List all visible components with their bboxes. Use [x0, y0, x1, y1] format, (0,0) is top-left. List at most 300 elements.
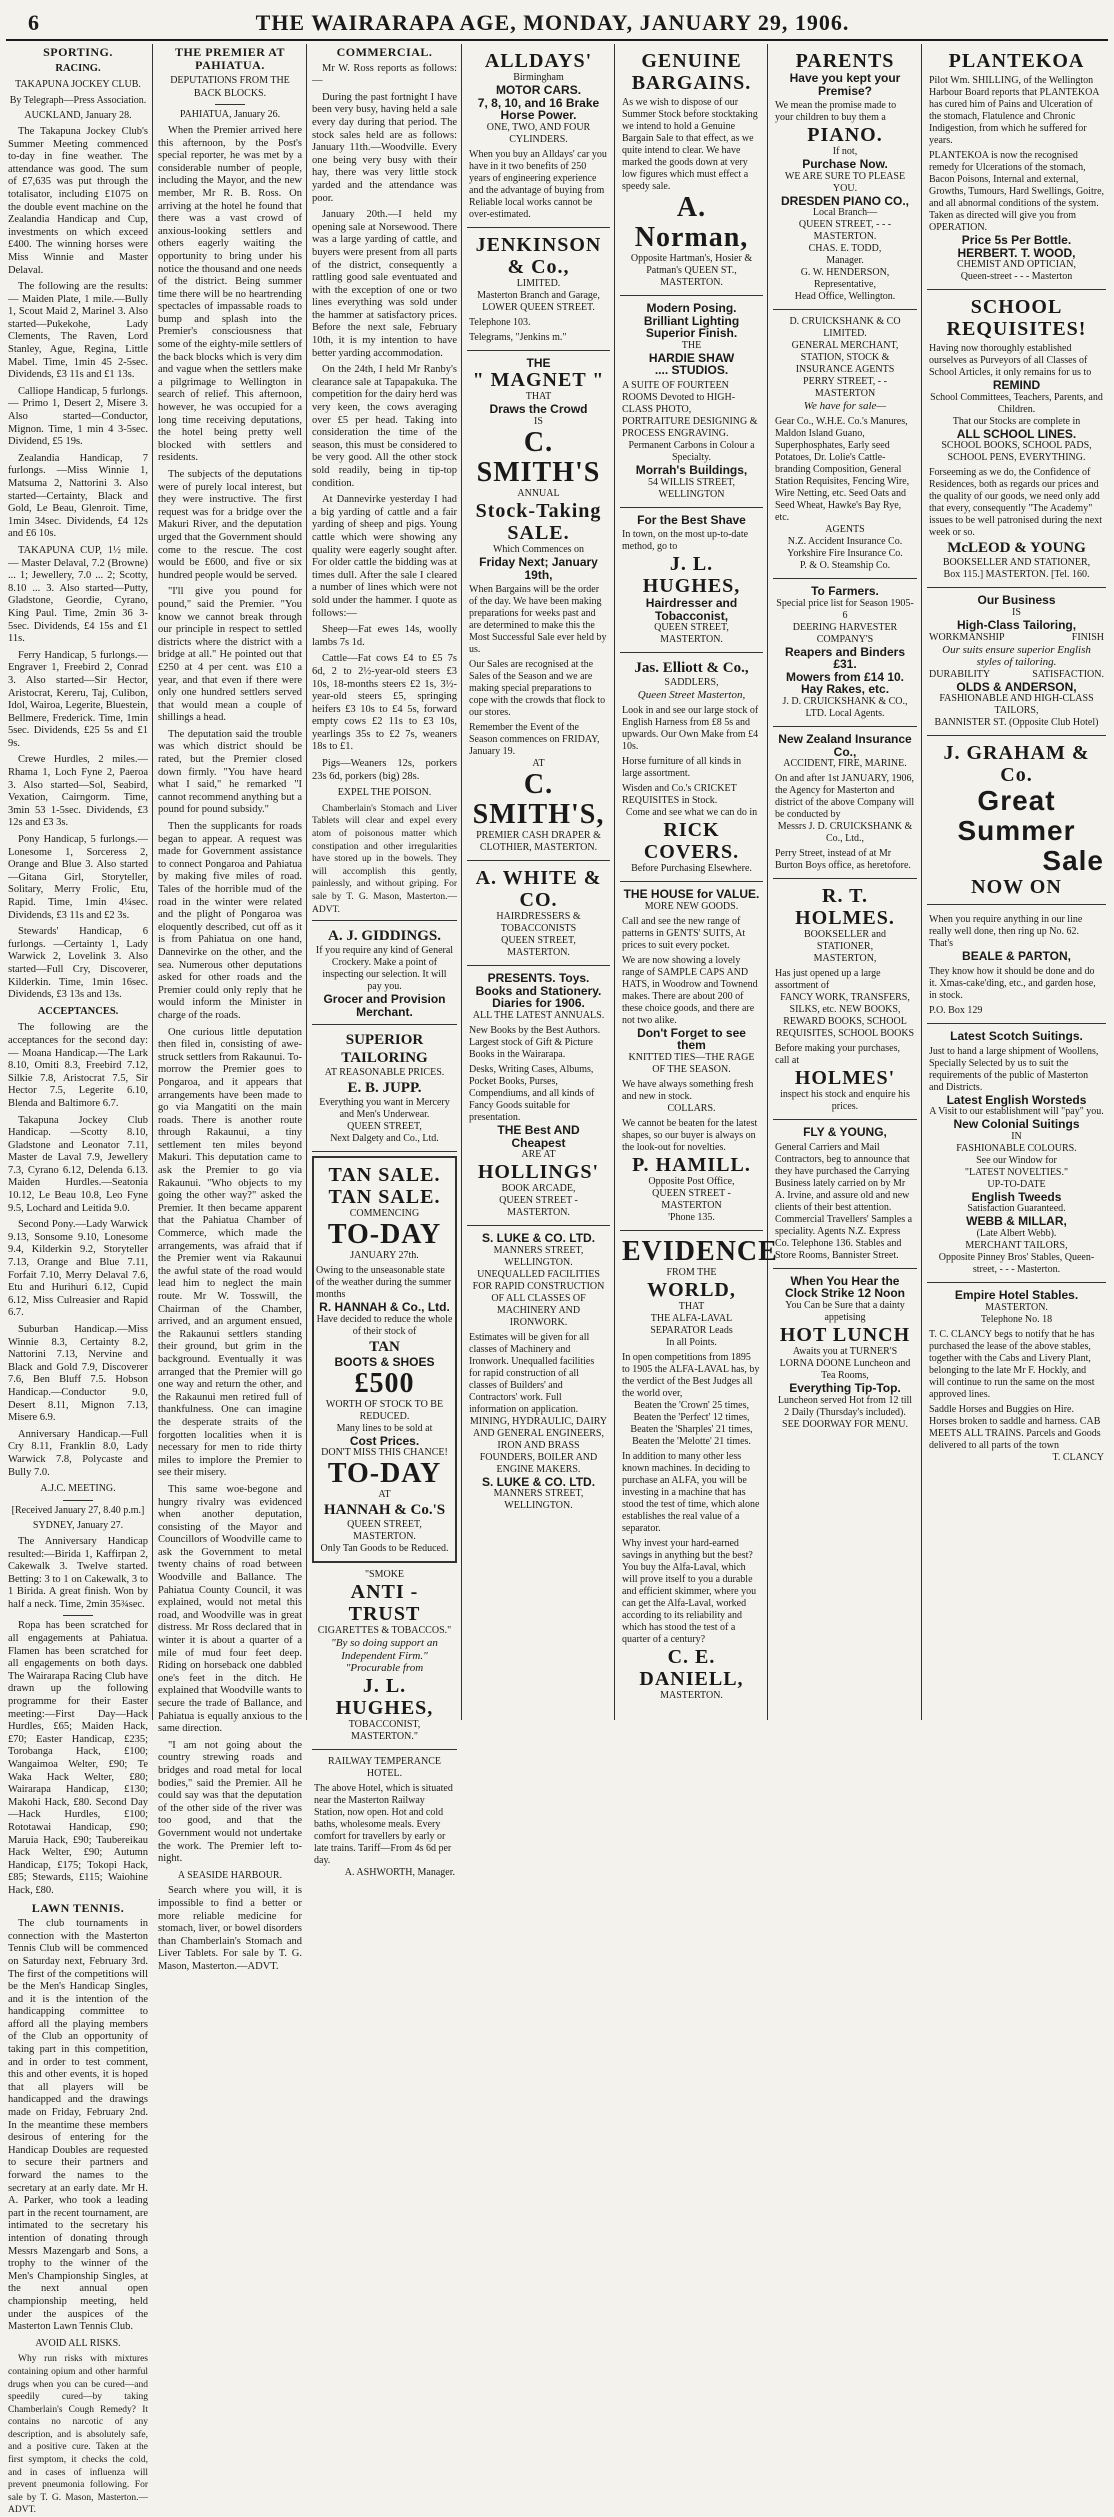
- advertiser-name: OLDS & ANDERSON,: [956, 679, 1077, 694]
- advert-body: We are now showing a lovely range of SAMPLE CAPS AND HATS, in Woodrow and Townend makes. There are about 200 of these choice goods, and there are not two alike.: [622, 954, 758, 1026]
- advert-title: PLANTEKOA: [948, 50, 1085, 72]
- hardie-shaw-advert: [620, 296, 763, 508]
- advert-line: MORE NEW GOODS.: [644, 900, 739, 912]
- advert-column-7: [923, 44, 1110, 1720]
- advert-line: BOOTS & SHOES: [334, 1354, 435, 1369]
- newspaper-title: THE WAIRARAPA AGE, MONDAY, JANUARY 29, 1906.: [255, 10, 850, 35]
- advert-heading: AVOID ALL RISKS.: [35, 2337, 121, 2349]
- advert-line: COMMENCING: [349, 1208, 420, 1220]
- article-intro: Mr W. Ross reports as follows:—: [312, 62, 457, 87]
- advert-title: Superior Finish.: [645, 326, 738, 341]
- commercial-column: [308, 44, 461, 1878]
- advert-line: Don't Forget to see them: [637, 1025, 746, 1053]
- advert-title: TAN SALE.: [328, 1164, 441, 1187]
- article-paragraph: Then the supplicants for roads began to appear. A request was made for Government assistance to connect Pongaroa and Pahiatua by making five miles of road. Tales of the horrible mud of the road in the winter were related and the plight of Pongaroa was eloquently described, cut off as it is from Pahiatua on one hand, Dannevirke on the other, and the sea. Numerous other deputations asked for other roads and the Premier could only reply that he would inform the Minister in charge of the roads.: [158, 821, 302, 1021]
- advert-body: Call and see the new range of patterns in GENTS' SUITS, At prices to suit every pocket.: [622, 915, 746, 951]
- advert-line: "SMOKE: [364, 1569, 405, 1581]
- advert-text: Chamberlain's Stomach and Liver Tablets will clear and expel every atom of poisonous matter which constipation and other irregularities have stored up in the bowels. They will accomplish this gently, painlessly, and without griping. For sale by T. G. Mason, Masterton.—ADVT.: [312, 803, 457, 915]
- advert-line: P. & O. Steamship Co.: [799, 559, 891, 571]
- advert-title: PIANO.: [807, 124, 883, 147]
- advert-title: High-Class Tailoring,: [956, 617, 1077, 632]
- elliott-advert: [620, 653, 763, 882]
- advert-title: " MAGNET ": [472, 369, 605, 392]
- article-paragraph: Takapuna Jockey Club Handicap. —Scotty 8.10, Gladstone and Leonator 7.11, Master de Laval 7.9, Jewellery 7.3, Cyrano 6.12, Delenda 6.13. Maiden Hurdles.—Seatonia 10.12, Le Beau 10.8, Leo Fyne 9.5, Lochard and Leitida 9.0.: [8, 1114, 148, 1214]
- advert-line: We have for sale—: [803, 400, 887, 413]
- jenkinson-advert: [467, 228, 610, 351]
- advert-line: Representative,: [814, 279, 876, 291]
- advert-line: SCHOOL BOOKS, SCHOOL PADS, SCHOOL PENS, EVERYTHING.: [941, 440, 1092, 464]
- advert-line: MINING, HYDRAULIC, DAIRY AND GENERAL ENGINEERS, IRON AND BRASS FOUNDERS, BOILER AND ENGINE MAKERS.: [469, 1415, 608, 1475]
- lunch-advert: [773, 1269, 917, 1437]
- advert-title: When You Hear the: [790, 1273, 900, 1288]
- premier-subheading: DEPUTATIONS FROM THE BACK BLOCKS.: [170, 75, 290, 99]
- byline: By Telegraph—Press Association.: [9, 94, 147, 106]
- advert-line: See our Window for: [976, 1154, 1057, 1166]
- advert-title: TAN SALE.: [328, 1186, 441, 1209]
- farmers-advert: [773, 579, 917, 727]
- advert-address: PERRY STREET, - - MASTERTON: [803, 376, 887, 400]
- advert-title: Empire Hotel Stables.: [954, 1287, 1079, 1302]
- advert-line: Messrs J. D. CRUICKSHANK & Co., Ltd.,: [777, 821, 913, 845]
- article-paragraph: Second Pony.—Lady Warwick 9.13, Sonsome 9.10, Lonesome 9.4, Kilderkin 9.2, Storyteller 7.13, Orange and Blue 7.11, Forfait 7.10, Merry Delaval 7.6, Etu and Hurihuri 6.12, Cupid 6.12, Miss Culreasier and Rapid 6.7.: [8, 1219, 148, 1319]
- advert-address: QUEEN STREET,: [347, 1121, 422, 1133]
- advert-spec: ONE, TWO, AND FOUR CYLINDERS.: [486, 121, 591, 145]
- empire-stables-advert: [927, 1283, 1106, 1470]
- advert-line: Draws the Crowd: [489, 402, 588, 417]
- advert-body: They know how it should be done and do it. Xmas-cake'ding, etc., and garden hose, in stock.: [929, 965, 1096, 1001]
- article-paragraph: The Takapuna Jockey Club's Summer Meeting commenced to-day in fine weather. The attendance was good. The sum of £7,635 was put through the totalisator, including £1075 on the double event machine on the Zealandia Handicap and Cup, investments on which exceed £400. The winning horses were Miss Winnie and Master Delaval.: [8, 125, 148, 276]
- advert-body: Our suits ensure superior English styles of tailoring.: [942, 643, 1091, 669]
- article-paragraph: During the past fortnight I have been very busy, having held a sale every day during that period. The stock sales held are as follows: January 11th.—Woodville. Every one being very busy with their hay, there was very little stock yarded and the attendance was poor.: [312, 91, 457, 204]
- dateline: PAHIATUA, January 26.: [179, 109, 281, 121]
- fly-young-advert: [773, 1120, 917, 1269]
- advert-line: CHAS. E. TODD,: [808, 243, 882, 255]
- advert-title: NOW ON: [971, 876, 1062, 899]
- article-paragraph: Stewards' Handicap, 6 furlongs. —Certainty 1, Lady Warwick 2, Lovelink 3. Also started—Full Cry, Discoverer, Kilderkin. Time, 1min 16sec. Dividends, £3 13s and 13s.: [8, 926, 148, 1001]
- advert-line: LIMITED.: [516, 277, 561, 289]
- advert-body: Before making your purchases, call at: [775, 1043, 900, 1067]
- advert-line: G. W. HENDERSON,: [800, 267, 890, 279]
- advert-title: SCHOOL: [970, 296, 1063, 319]
- advert-title: Clock Strike 12 Noon: [784, 1286, 906, 1301]
- advert-line: TOBACCONIST,: [348, 1718, 421, 1730]
- premier-heading: THE PREMIER AT PAHIATUA.: [174, 45, 286, 72]
- divider: [63, 1615, 93, 1616]
- advert-line: .... STUDIOS.: [654, 363, 729, 378]
- advert-line: MASTERTON,: [813, 953, 877, 965]
- dresden-piano-advert: [773, 44, 917, 310]
- webb-millar-advert: [927, 1024, 1106, 1283]
- advert-address: WELLINGTON.: [504, 1256, 573, 1268]
- advert-line: Purchase Now.: [802, 157, 888, 172]
- advert-line: Manager.: [826, 255, 864, 267]
- advertiser-name: ALLDAYS': [484, 50, 593, 72]
- advert-phone: 'Phone 135.: [668, 1211, 715, 1223]
- article-paragraph: Calliope Handicap, 5 furlongs.— Primo 1, Desert 2, Misere 3. Also started—Conductor, Mignon. Time, 1 min 4 3-5sec. Dividend, £5 19s.: [8, 385, 148, 448]
- advert-line: Yorkshire Fire Insurance Co.: [787, 547, 903, 559]
- advertiser-name: J. L. HUGHES,: [335, 1674, 434, 1719]
- advertiser-name: A. J. GIDDINGS.: [328, 928, 441, 945]
- beale-parton-advert: [927, 905, 1106, 1024]
- advertiser-name: C. SMITH'S,: [472, 769, 605, 831]
- article-paragraph: "I am not going about the country strewing roads and bridges and road metal for local bodies," said the Premier. All he could say was that the deputation of the other side of the river was too good, and that the Government would not undertake the work. The Premier left to-night.: [158, 1739, 302, 1865]
- advert-body: Our Sales are recognised at the Sales of the Season and we are making special preparations to cope with the crowds that flock to our stores.: [469, 659, 606, 719]
- advert-line: That our Stocks are complete in: [952, 415, 1081, 427]
- advert-body: General Carriers and Mail Contractors, beg to announce that they have purchased the Carrying Business lately carried on by Mr A. Irvine, and assure old and new clients of their best attention. Commercial Travellers' Samples a speciality. Agents N.Z. Express Co. Telephone 136. Stables and Store Rooms, Bannister Street.: [775, 1141, 913, 1261]
- article-paragraph: At Dannevirke yesterday I had a big yarding of cattle and a fair yarding of sheep and pigs. Young cattle which were showing any quality were eagerly sought after. For older cattle the bidding was at times dull. After the sale I cleared a number of lines which were not sold under the hammer. I quote as follows:—: [312, 494, 457, 619]
- advert-label: FINISH: [1071, 631, 1104, 643]
- advert-body: We cannot be beaten for the latest shapes, so our buyer is always on the look-out for novelties.: [622, 1117, 758, 1153]
- article-paragraph: Pigs—Weaners 12s, porkers 23s 6d, porkers (big) 28s.: [312, 758, 457, 782]
- advert-title: SUPERIOR TAILORING: [341, 1032, 428, 1067]
- advert-address: BANNISTER ST. (Opposite Club Hotel): [934, 717, 1099, 729]
- article-paragraph: The subjects of the deputations were of purely local interest, but they were instructive. The first request was for a bridge over the Makuri River, and the deputation urged that the Government should come to the rescue. The cost would be £600, and five or six hundred people would be served.: [158, 469, 302, 581]
- advert-heading: A SEASIDE HARBOUR.: [177, 1869, 283, 1881]
- advert-body: On and after 1st JANUARY, 1906, the Agency for Masterton and district of the above Company will be conducted by: [775, 773, 915, 821]
- advert-line: ACCIDENT, FIRE, MARINE.: [783, 758, 907, 770]
- advert-line: DON'T MISS THIS CHANCE!: [321, 1447, 448, 1459]
- advertiser-name: HANNAH & Co.'S: [323, 1502, 446, 1519]
- advert-title: For the Best Shave: [637, 512, 746, 527]
- advert-label: SATISFACTION.: [1032, 668, 1104, 680]
- article-paragraph: The Anniversary Handicap resulted:—Birida 1, Kaffirpan 2, Cakewalk 3. Twelve started. Betting: 3 to 1 on Cakewalk, 3 to 1 Birida. A great finish. Won by half a neck. Time, 2min 35¾sec.: [8, 1535, 148, 1610]
- advert-line: FROM THE: [666, 1266, 717, 1278]
- advert-line: CIGARETTES & TOBACCOS.": [317, 1625, 452, 1637]
- advertiser-name: S. LUKE & CO. LTD.: [481, 1231, 596, 1246]
- advert-body: When Bargains will be the order of the day. We have been making preparations for weeks past and are determined to make this the Most Successful Sale ever held by us.: [469, 584, 607, 656]
- advert-line: IN: [1011, 1130, 1022, 1142]
- advert-title: Stock-Taking: [475, 499, 602, 522]
- lawn-tennis-heading: LAWN TENNIS.: [31, 1900, 125, 1915]
- advert-body: Wisden and Co.'s CRICKET REQUISITES in Stock.: [622, 782, 737, 806]
- advert-line: PREMIER CASH DRAPER & CLOTHIER, MASTERTON.: [476, 830, 601, 854]
- advert-body: Has just opened up a large assortment of: [775, 968, 881, 992]
- advertiser-name: E. B. JUPP.: [347, 1080, 422, 1097]
- advert-title: New Colonial Suitings: [953, 1117, 1080, 1132]
- luke-advert: [467, 1226, 610, 1518]
- advert-address: QUEEN STREET, - - - MASTERTON.: [798, 219, 892, 243]
- article-paragraph: Crewe Hurdles, 2 miles.—Rhama 1, Loch Fyne 2, Paeroa 3. Also started—Sol, Seabird, Vexation, Cairngorm. Time, 3min 53 1-5sec. Dividends, £3 12s and £3 3s.: [8, 754, 148, 829]
- advert-today: TO-DAY: [327, 1219, 442, 1251]
- advert-line: SADDLERS,: [664, 677, 719, 689]
- advert-line: ANNUAL: [517, 487, 560, 499]
- genuine-bargains-advert: [620, 44, 763, 296]
- advert-body: Look in and see our large stock of English Harness from £8 5s and upwards. Our Own Make from £4 10s.: [622, 704, 759, 752]
- advert-address: QUEEN STREET, MASTERTON.: [347, 1519, 422, 1543]
- advertiser-name: HARDIE SHAW: [648, 350, 735, 365]
- article-paragraph: TAKAPUNA CUP, 1½ mile.— Master Delaval, 7.2 (Browne) ... 1; Jewellery, 7.0 ... 2; Scotty, 8.10 ... 3. Also started—Putty, Gladstone, Geordie, Cyrano, King Paul. Time, 2min 36 3-5sec. Dividends, £4 15s and £1 11s.: [8, 544, 148, 645]
- advert-line: AT: [378, 1489, 391, 1501]
- advert-title: RICK COVERS.: [643, 818, 740, 863]
- advert-body: Just to hand a large shipment of Woollens, Specially Selected by us to suit the requirements of the public of Masterton and Districts.: [929, 1045, 1099, 1093]
- advert-column-4: [463, 44, 614, 1720]
- page-number: 6: [28, 10, 39, 35]
- advert-line: CHEMIST AND OPTICIAN,: [957, 259, 1076, 271]
- sydney-dateline: SYDNEY, January 27.: [32, 1520, 124, 1532]
- advertiser-name: WEBB & MILLAR,: [966, 1214, 1067, 1229]
- advert-line: Box 115.] MASTERTON. [Tel. 160.: [943, 569, 1090, 581]
- column-divider: [767, 44, 768, 1720]
- advert-line: BOOK ARCADE,: [501, 1183, 576, 1195]
- advert-title: To Farmers.: [811, 583, 879, 598]
- advert-label: DURABILITY: [929, 668, 991, 680]
- advertiser-name: R. HANNAH & Co., Ltd.: [319, 1300, 450, 1315]
- advert-title: RAILWAY TEMPERANCE HOTEL.: [327, 1755, 442, 1779]
- article-paragraph: Cattle—Fat cows £4 to £5 7s 6d, 2 to 2½-year-old steers £3 10s, 18-months steers £2 1s, 3½-year-old steers £5, springing heifers £3 10s to £4 5s, forward empty cows £2 11s to £3 10s, yearlings 35s to £2 7s, weaners 18s to £1.: [312, 653, 457, 753]
- advert-line: THE ALFA-LAVAL SEPARATOR Leads: [650, 1312, 733, 1336]
- advert-line: UP-TO-DATE: [987, 1178, 1046, 1190]
- advert-title: Books and Stationery.: [475, 983, 602, 998]
- advert-title: Great: [977, 785, 1056, 817]
- advertiser-name: D. CRUICKSHANK & CO: [789, 316, 901, 328]
- advertiser-name: C. E. DANIELL,: [639, 1645, 744, 1690]
- advert-telegram: Telegrams, "Jenkins m.": [469, 331, 567, 343]
- advert-body: Having now thoroughly established ourselves as Purveyors of all Classes of School Articles, it only remains for us to: [929, 343, 1092, 379]
- advert-title: Sale: [1042, 845, 1104, 877]
- advert-line: WE ARE SURE TO PLEASE YOU.: [784, 170, 906, 194]
- article-paragraph: The following are the results:— Maiden Plate, 1 mile.—Bully 1, Scout Maid 2, Marinel 3. Also started—Pukekohe, Lady Clements, The Raven, Lord Stanley, Ague, Regina, Little Mabel. Time, 1min 45 2-5sec. Dividends, £3 11s and £1 13s.: [8, 281, 148, 381]
- advert-address: 54 WILLIS STREET, WELLINGTON: [647, 476, 736, 500]
- advert-line: LIMITED.: [823, 328, 867, 340]
- advert-amount: £500: [354, 1367, 415, 1399]
- advert-line: Opposite Post Office,: [648, 1175, 735, 1187]
- advert-body: Horse furniture of all kinds in large assortment.: [622, 755, 742, 779]
- advert-body: As we wish to dispose of our Summer Stock before stocktaking we intend to hold a Genuine Bargain Sale to that effect, as we quite intend to clear. We have marked the goods down at very low figures which must effect a speedy sale.: [622, 97, 758, 192]
- advert-body: Perry Street, instead of at Mr Burton Boys office, as heretofore.: [775, 848, 911, 872]
- advert-line: ALL SCHOOL LINES.: [956, 426, 1077, 441]
- advert-line: WORTH OF STOCK TO BE REDUCED.: [325, 1398, 444, 1422]
- club-name: TAKAPUNA JOCKEY CLUB.: [15, 79, 141, 91]
- advert-address: Opposite Hartman's, Hosier & Patman's QUEEN ST., MASTERTON.: [630, 253, 753, 288]
- advert-title: EVIDENCE: [622, 1235, 778, 1267]
- advert-line: A Visit to our establishment will "pay" you.: [929, 1106, 1104, 1118]
- advert-date: JANUARY 27th.: [350, 1250, 419, 1262]
- advert-title: REQUISITES!: [946, 318, 1087, 341]
- advert-date: Friday Next; January 19th,: [479, 554, 598, 582]
- advert-line: THAT: [525, 391, 552, 403]
- advert-line: Permanent Carbons in Colour a Specialty.: [628, 439, 755, 463]
- advert-title: PRESENTS. Toys.: [487, 971, 590, 986]
- advert-line: Before Purchasing Elsewhere.: [631, 862, 752, 874]
- article-paragraph: One curious little deputation then filed in, consisting of awe-struck settlers from Rakaunui. To-morrow the Premier goes to Pongaroa, and it appears that arrangements have been made to go via Mangatiti on the main roads. There is another route through Rakaunui, a tiny settlement ten miles beyond Makuri. This deputation came to ask the Premier to go via Rakaunui. "Who objects to my going the other way?" asked the Premier. It then became apparent that the Pahiatua Chamber of Commerce, which made the arrangements, was afraid that if the Premier went via Rakaunui the awful state of the road would lead him to neglect the main route. Mr W. Tosswill, the Chairman of the Chamber, arrived, and an argument ensued, the Rakaunui settlers standing their ground, but grim in the background. Eventually it was arranged that the Premier will go one way and return the other, and the Rakaunui men retired full of thankfulness. One can imagine the desperate straits of the forgotten localities when it is necessary for men to ride thirty miles to implore the Premier to see their misery.: [158, 1026, 302, 1479]
- advert-address: WELLINGTON.: [504, 1500, 573, 1512]
- advert-title: SALE.: [507, 521, 570, 544]
- advert-title: Modern Posing.: [646, 301, 737, 315]
- article-paragraph: The following are the acceptances for the second day:— Moana Handicap.—The Lark 8.10, Omiti 8.3, Freebird 7.12, Silkie 7.8, Aristocrat 7.5, Sir Hector 7.5, Legerite 6.10, Blenda and Baltimore 6.7.: [8, 1022, 148, 1109]
- advert-address: Masterton Branch and Garage, LOWER QUEEN STREET.: [477, 289, 600, 313]
- advert-line: Hairdresser and Tobacconist,: [645, 596, 738, 623]
- article-paragraph: Zealandia Handicap, 7 furlongs. —Miss Winnie 1, Matsuma 2, Nattorini 3. Also started—Certainty, Black and Gold, Le Beau, Glenroit. Time, 1min 34sec. Dividends, £4 12s and £6 10s.: [8, 452, 148, 540]
- advert-text: Why run risks with mixtures containing opium and other harmful drugs when you can be cured—and speedily cured—by taking Chamberlain's Cough Remedy? It contains no narcotic of any description, and is absolutely safe, and a positive cure. Taken at the first symptom, it checks the cold, and in cases of influenza will prevent pneumonia following. For sale by T. G. Mason, Masterton.—ADVT.: [8, 2354, 148, 2516]
- advertiser-name: DRESDEN PIANO CO.,: [780, 193, 909, 208]
- advertiser-name: C. SMITH'S: [476, 426, 601, 488]
- advert-label: WORKMANSHIP: [929, 631, 1005, 643]
- advert-address: MASTERTON.: [660, 1689, 723, 1701]
- advert-stats: Beaten the 'Crown' 25 times, Beaten the 'Perfect' 12 times, Beaten the 'Sharples' 21 times, Beaten the 'Melotte' 21 times.: [630, 1399, 753, 1447]
- advert-line: If not,: [832, 146, 858, 158]
- advert-body: Desks, Writing Cases, Albums, Pocket Books, Purses, Compendiums, and all kinds of Fancy Goods suitable for presentation.: [469, 1063, 595, 1123]
- smoke-advert: [312, 1563, 457, 1750]
- premier-column: [154, 44, 306, 1972]
- advert-line: P.O. Box 129: [929, 1004, 983, 1016]
- advert-line: Hay Rakes, etc.: [800, 682, 890, 697]
- hotel-advert: [312, 1750, 457, 1885]
- advertiser-name: S. LUKE & CO. LTD.: [481, 1474, 596, 1489]
- advert-line: Head Office, Wellington.: [794, 291, 896, 303]
- advert-body: Estimates will be given for all classes of Machinery and Ironwork. Unequalled facilities for rapid construction of all classes of Builders' and Contractors' work. Full information on application.: [469, 1331, 595, 1415]
- advert-line: FANCY WORK, TRANSFERS, SILKS, etc. NEW BOOKS, REWARD BOOKS, SCHOOL REQUISITES, SCHOOL BOOKS: [775, 992, 915, 1040]
- insurance-advert: [773, 727, 917, 879]
- advert-body: T. C. CLANCY begs to notify that he has purchased the lease of the above stables, together with the Cabs and Livery Plant, belonging to the late Mr F. Hockly, and will continue to run the same on the most approved lines.: [929, 1328, 1095, 1400]
- advert-title: New Zealand Insurance Co.,: [778, 731, 912, 759]
- advert-address: QUEEN STREET, MASTERTON.: [654, 622, 729, 646]
- advert-body: In open competitions from 1895 to 1905 the ALFA-LAVAL has, by the verdict of the Best Judges all the world over,: [622, 1351, 760, 1399]
- advert-body: Saddle Horses and Buggies on Hire. Horses broken to saddle and harness. CAB MEETS ALL TRAINS. Parcels and Goods delivered to all parts of the town: [929, 1403, 1101, 1451]
- graham-advert: [927, 736, 1106, 905]
- advert-line: COLLARS.: [667, 1102, 716, 1114]
- advert-line: J. D. CRUICKSHANK & CO., LTD. Local Agents.: [782, 695, 908, 719]
- plantekoa-advert: [927, 44, 1106, 290]
- advertiser-name: A. Norman,: [634, 192, 749, 253]
- advert-line: Luncheon served Hot from 12 till 2 Daily (Thursday's included).: [777, 1394, 913, 1418]
- advert-place: Birmingham: [513, 72, 564, 83]
- advert-line: Morrah's Buildings,: [635, 462, 748, 477]
- advert-line: Satisfaction Guaranteed.: [967, 1203, 1066, 1215]
- commercial-heading: COMMERCIAL.: [336, 45, 433, 59]
- advert-line: BOOKSELLER and STATIONER,: [804, 929, 886, 953]
- advert-body: Have decided to reduce the whole of their stock of: [316, 1313, 453, 1337]
- hamill-advert: [620, 882, 763, 1231]
- olds-anderson-advert: [927, 588, 1106, 736]
- advert-price: Price 5s Per Bottle.: [961, 233, 1072, 247]
- advert-line: Which Commences on: [492, 543, 585, 555]
- advert-line: "By so doing support an Independent Firm.": [331, 1637, 438, 1662]
- cruickshank-advert: [773, 310, 917, 579]
- advert-body: New Books by the Best Authors. Largest stock of Gift & Picture Books in the Wairarapa.: [469, 1024, 601, 1060]
- advert-line: "Procurable from: [345, 1662, 424, 1675]
- advert-title: MOTOR CARS.: [495, 83, 582, 97]
- advert-line: THE Best AND Cheapest: [497, 1122, 580, 1150]
- article-paragraph: This same woe-begone and hungry rivalry was evidenced when another deputation, consisting of the Mayor and Councillors of Woodville came to ask the Government to metal twenty chains of road between Woodville and Ballance. The Pahiatua County Council, it was explained, would not metal this road, and Woodville was in great distress. Mr Ross declared that in winter it is about a quarter of a mile of mud four feet deep. Riding on horseback one dabbled one's feet in the ditch. He explained that Woodville wants to secure the trade of Ballance, and Pahiatua is equally anxious to the same direction.: [158, 1483, 302, 1735]
- column-divider: [152, 44, 153, 1720]
- advert-line: In all Points.: [666, 1336, 717, 1348]
- signoff: A.J.C. MEETING.: [40, 1483, 116, 1495]
- advert-title: THE HOUSE for VALUE.: [623, 886, 760, 901]
- advert-body: Owing to the unseasonable state of the weather during the summer months: [316, 1265, 452, 1301]
- advert-title: WORLD,: [647, 1278, 736, 1301]
- advert-body: When you buy an Alldays' car you have in it two benefits of 250 years of engineering experience and the advantage of buying from Reliable local works cannot be over-estimated.: [469, 148, 607, 220]
- advert-line: AGENTS: [825, 523, 865, 535]
- advert-body: When you require anything in our line really well done, then ring up No. 62. That's: [929, 914, 1083, 950]
- advert-title: HOT LUNCH: [779, 1323, 911, 1346]
- white-advert: [467, 861, 610, 966]
- advert-title: BARGAINS.: [631, 72, 752, 94]
- advert-line: IS: [534, 415, 543, 427]
- advert-title: Diaries for 1906.: [492, 996, 585, 1011]
- advert-body: We mean the promise made to your children to buy them a: [775, 100, 897, 124]
- advert-line: HAIRDRESSERS & TOBACCONISTS: [496, 911, 581, 935]
- masthead: [0, 8, 1114, 38]
- advert-address: QUEEN STREET, MASTERTON.: [501, 935, 576, 959]
- advert-body: The above Hotel, which is situated near the Masterton Railway Station, now open. Hot and cold baths, wholesome meals. Every comfort for travellers by early or late trains. Tariff—From 4s 6d per day.: [314, 1782, 453, 1866]
- advertiser-name: HOLMES': [794, 1067, 896, 1090]
- advert-line: THAT: [678, 1300, 705, 1312]
- shave-advert: [620, 508, 763, 654]
- advert-address: MANNERS STREET,: [493, 1244, 584, 1256]
- advertiser-name: A. ASHWORTH, Manager.: [344, 1866, 455, 1878]
- advert-prices: AT REASONABLE PRICES.: [324, 1067, 445, 1079]
- advert-body: In addition to many other less known machines. In deciding to purchase an ALFA, you will be investing in a machine that has stood the test of time, which alone establishes the real value of a separator.: [622, 1450, 760, 1534]
- advert-body: In town, on the most up-to-date method, go to: [622, 529, 749, 553]
- advert-address: QUEEN STREET - MASTERTON.: [499, 1195, 578, 1219]
- advert-phone: Telephone No. 18: [980, 1313, 1053, 1325]
- column-divider: [306, 44, 307, 1720]
- advert-title: Latest Scotch Suitings.: [950, 1028, 1083, 1043]
- advertiser-name: JENKINSON & Co.,: [475, 233, 602, 278]
- advert-body: Why invest your hard-earned savings in anything but the best? You buy the Alfa-Laval, which will prove itself to you a durable and efficient skimmer, where you can get the Alfa-Laval, worked according to its reliability and which has stood the test of a quarter of a century?: [622, 1537, 757, 1645]
- advertiser-name: McLEOD & YOUNG: [947, 540, 1086, 557]
- advertiser-name: A. WHITE & CO.: [475, 867, 602, 912]
- advertiser-name: BEALE & PARTON,: [962, 949, 1071, 964]
- advert-body: We have always something fresh and new in stock.: [622, 1078, 754, 1102]
- article-paragraph: Sheep—Fat ewes 14s, woolly lambs 7s 1d.: [312, 624, 457, 648]
- advert-body: Gear Co., W.H.E. Co.'s Manures, Maldon Island Guano, Superphosphates, Early seed Potatoes, Dr. Lolie's Cattle-branding Composition, General Station Requisites, Fencing Wire, Wire Netting, etc. Seed Oats and Seed Wheat, Hawke's Bay Rye, etc.: [775, 415, 910, 523]
- advertiser-name: J. GRAHAM & Co.: [943, 742, 1090, 787]
- advert-address: QUEEN STREET - MASTERTON: [652, 1187, 731, 1211]
- advert-body: PLANTEKOA is now the recognised remedy for Ulcerations of the stomach, Bacon Poisons, Internal and external, Growths, Tumours, Hard Swellings, Goitre, and all abnormal conditions of the system. Taken as directed will give you from OPERATION.: [929, 150, 1105, 233]
- divider: [63, 1500, 93, 1501]
- advert-line: MERCHANT TAILORS,: [965, 1239, 1068, 1251]
- article-paragraph: Suburban Handicap.—Miss Winnie 8.3, Certainty 8.2, Nattorini 7.13, Nervine and Black and Gold 7.9, Discoverer 7.6, Ben Bluff 7.5. Hobson Handicap.—Conductor 9.0, Desert 8.11, Mignon 7.13, Misere 6.9.: [8, 1324, 148, 1424]
- advert-line: Cost Prices.: [349, 1433, 420, 1448]
- column-divider: [614, 44, 615, 1720]
- advert-line: UNEQUALLED FACILITIES FOR RAPID CONSTRUCTION OF ALL CLASSES OF MACHINERY AND IRONWORK.: [472, 1268, 605, 1328]
- advert-line: Everything Tip-Top.: [789, 1380, 901, 1395]
- advert-line: Mowers from £14 10.: [785, 669, 905, 684]
- masthead-rule: [6, 39, 1108, 41]
- advertiser-name: Jas. Elliott & Co.,: [634, 660, 749, 677]
- advert-line: THE: [526, 355, 551, 370]
- advert-title: Brilliant Lighting: [643, 313, 740, 328]
- advert-line: DEERING HARVESTER COMPANY'S: [792, 621, 898, 645]
- advertiser-name: J. L. HUGHES,: [642, 553, 741, 598]
- advert-phone: Telephone 103.: [469, 316, 531, 328]
- advert-line: BOOKSELLER AND STATIONER,: [942, 557, 1091, 569]
- advert-line: FASHIONABLE COLOURS.: [956, 1142, 1077, 1154]
- advert-line: [929, 669, 1104, 681]
- advert-line: inspect his stock and enquire his prices.: [780, 1089, 910, 1113]
- dateline: AUCKLAND, January 28.: [24, 110, 132, 122]
- advert-line: MASTERTON.": [351, 1730, 418, 1742]
- advertiser-name: HOLLINGS': [477, 1161, 600, 1184]
- advert-title: Latest English Worsteds: [946, 1092, 1087, 1107]
- advert-body: If you require any kind of General Crockery. Make a point of inspecting our selection. It will pay you.: [315, 945, 454, 993]
- advert-line: Come and see what we can do in: [625, 806, 758, 818]
- advert-line: IS: [1012, 606, 1021, 618]
- advert-line: ALL THE LATEST ANNUALS.: [472, 1009, 605, 1021]
- advert-line: THE: [681, 339, 702, 351]
- advert-title: English Tweeds: [971, 1189, 1062, 1204]
- column-divider: [461, 44, 462, 1720]
- advertiser-name: P. HAMILL.: [632, 1153, 751, 1176]
- advert-title: GENUINE: [641, 50, 742, 72]
- advert-line: (Late Albert Webb).: [976, 1227, 1057, 1239]
- advert-address: MANNERS STREET,: [493, 1488, 584, 1500]
- column-divider: [921, 44, 922, 1720]
- advert-title: Our Business: [977, 593, 1056, 608]
- advert-line: ARE AT: [521, 1149, 556, 1161]
- article-paragraph: January 20th.—I held my opening sale at Norsewood. There was a large yarding of cattle, and buyers were present from all parts of the district, consequently a rattling good sale eventuated and with the exception of one or two lines everything was sold under the hammer at satisfactory prices. Before the next sale, February 10th, it is my intention to have better yarding accommodation.: [312, 209, 457, 359]
